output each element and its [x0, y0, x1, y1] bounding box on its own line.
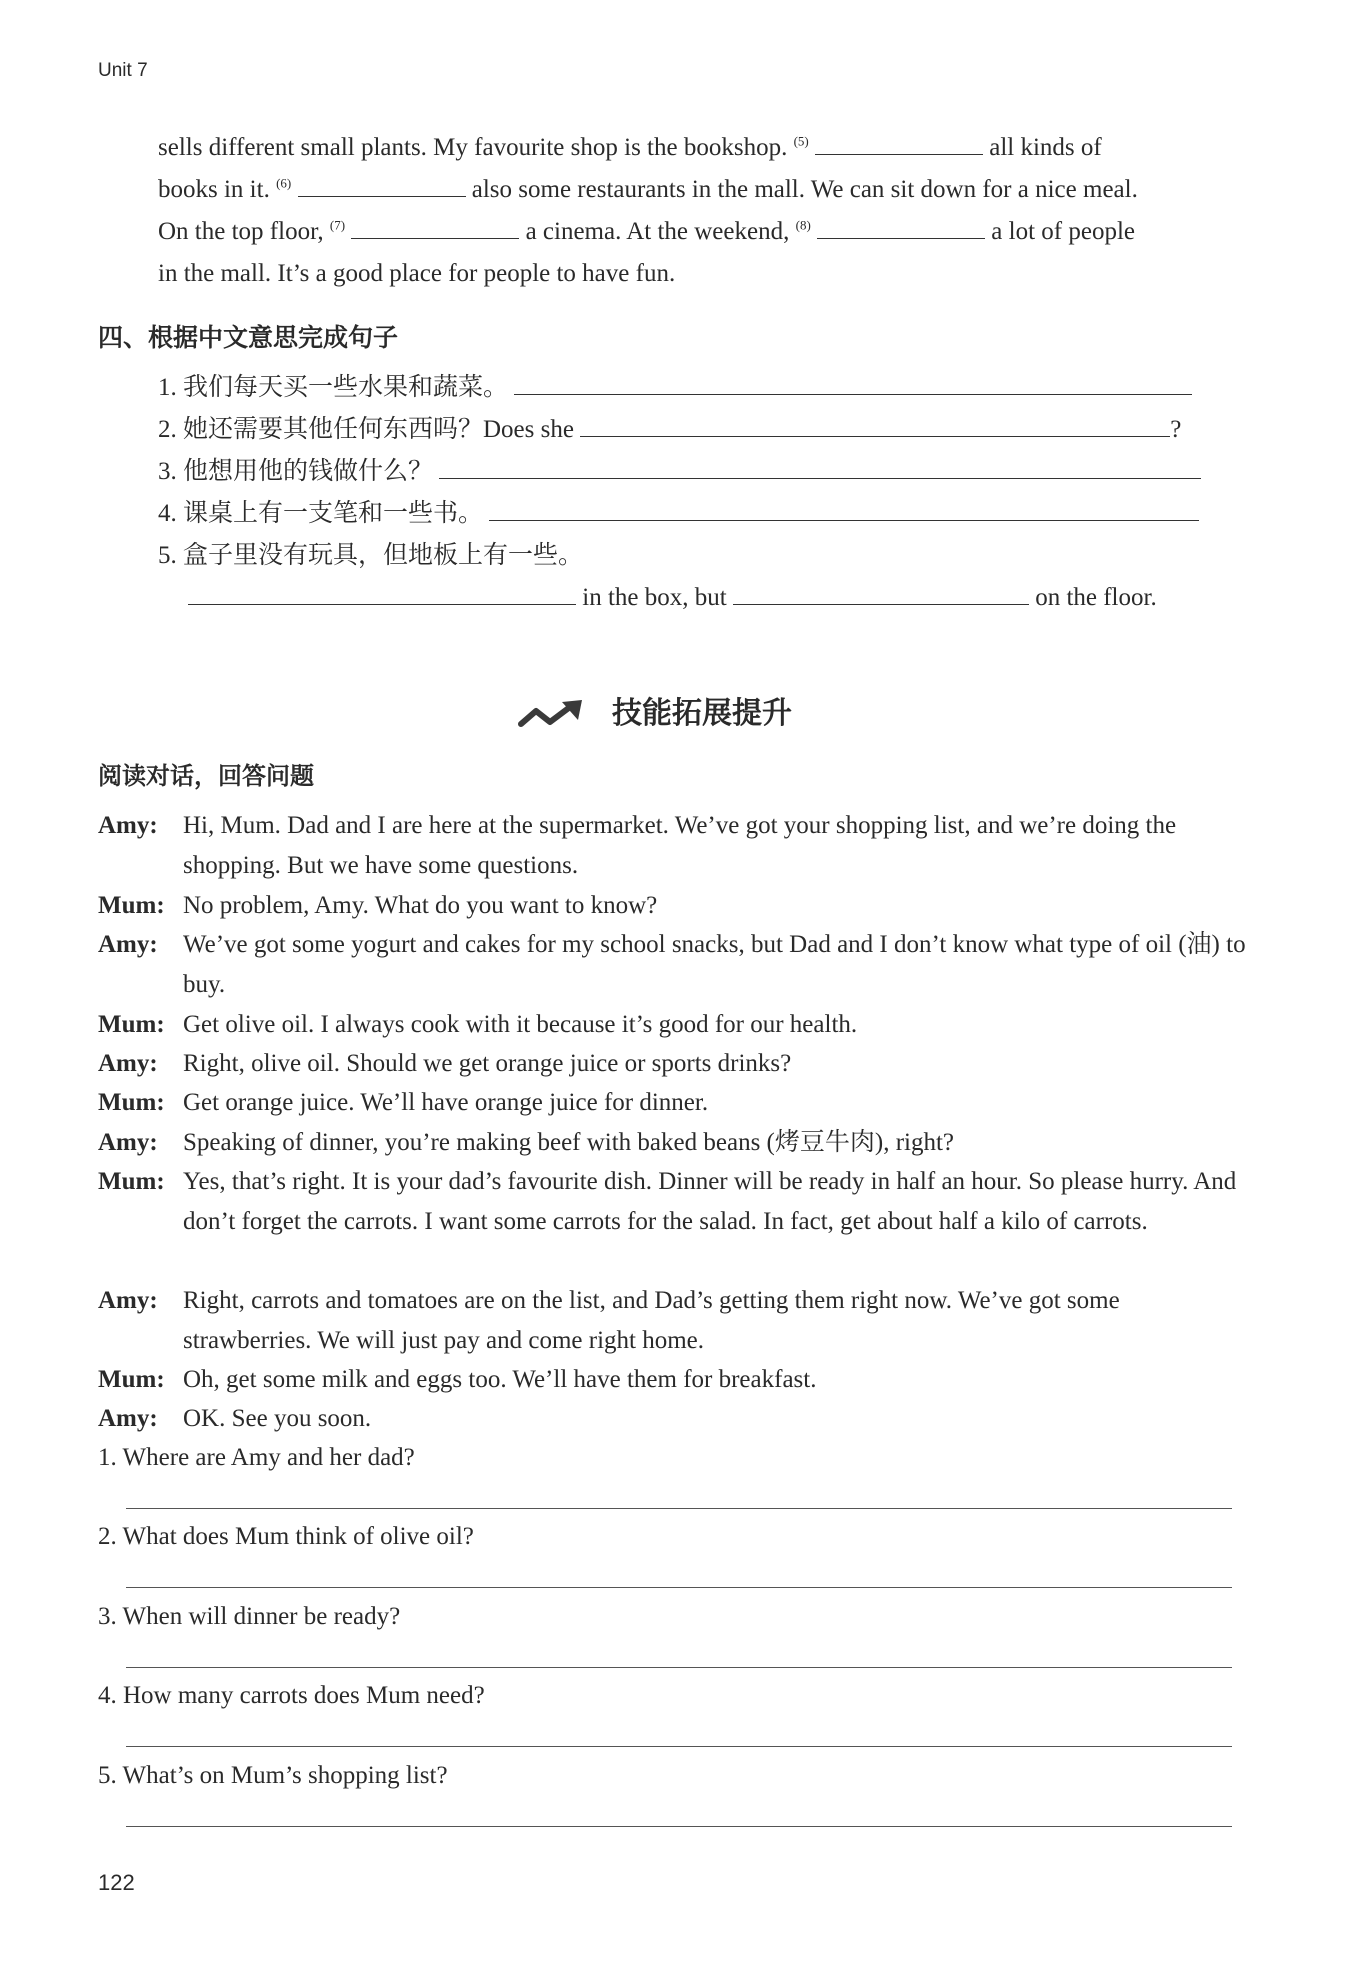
- unit-label: Unit 7: [98, 60, 148, 81]
- speaker-label: Amy:: [98, 1129, 158, 1156]
- sentence-item-4: [158, 498, 1199, 530]
- speech-text: OK. See you soon.: [183, 1405, 372, 1432]
- speech-text: Get orange juice. We’ll have orange juice for dinner.: [183, 1089, 709, 1116]
- speech-text: Oh, get some milk and eggs too. We’ll have them for breakfast.: [183, 1366, 817, 1393]
- answer-line-1[interactable]: [126, 1508, 1232, 1509]
- blank-number-7: (7): [329, 217, 346, 233]
- speaker-label: Amy:: [98, 1050, 158, 1077]
- sentence-prompt: 5. 盒子里没有玩具，但地板上有一些。: [158, 542, 584, 569]
- sentence-blank-5a[interactable]: [188, 582, 576, 605]
- passage-line-4: in the mall. It’s a good place for people to have fun.: [158, 260, 676, 287]
- speech-text: Right, olive oil. Should we get orange juice or sports drinks?: [183, 1050, 792, 1077]
- speaker-label: Amy:: [98, 1287, 158, 1314]
- sentence-item-3: [158, 456, 1201, 488]
- question-3: 3. When will dinner be ready?: [98, 1603, 401, 1630]
- sentence-blank-4[interactable]: [489, 498, 1199, 521]
- answer-line-5[interactable]: [126, 1826, 1232, 1827]
- sentence-item-1: [158, 372, 1192, 404]
- passage-blank-8[interactable]: [817, 216, 985, 239]
- speaker-label: Mum:: [98, 1089, 165, 1116]
- speaker-label: Amy:: [98, 812, 158, 839]
- sentence-blank-2[interactable]: [580, 414, 1170, 437]
- passage-line-3: [158, 216, 1135, 248]
- blank-number-6: (6): [276, 175, 292, 191]
- question-2: 2. What does Mum think of olive oil?: [98, 1523, 474, 1550]
- blank-number-8: (8): [795, 217, 811, 233]
- sentence-text: on the floor.: [1035, 584, 1157, 611]
- speaker-label: Mum:: [98, 1366, 165, 1393]
- blank-number-5: (5): [793, 133, 809, 149]
- speech-text: We’ve got some yogurt and cakes for my school snacks, but Dad and I don’t know what type of oil (油) to buy.: [183, 931, 1246, 998]
- question-mark: ?: [1170, 416, 1182, 443]
- answer-line-3[interactable]: [126, 1667, 1232, 1668]
- passage-text: books in it.: [158, 176, 270, 203]
- sentence-blank-1[interactable]: [514, 372, 1192, 395]
- passage-text: On the top floor,: [158, 218, 324, 245]
- passage-blank-5[interactable]: [815, 132, 983, 155]
- passage-text: all kinds of: [989, 134, 1102, 161]
- sentence-blank-5b[interactable]: [733, 582, 1029, 605]
- question-5: 5. What’s on Mum’s shopping list?: [98, 1762, 448, 1789]
- passage-line-1: [158, 132, 1102, 164]
- speech-text: Speaking of dinner, you’re making beef with baked beans (烤豆牛肉), right?: [183, 1129, 955, 1156]
- question-1: 1. Where are Amy and her dad?: [98, 1444, 415, 1471]
- question-4: 4. How many carrots does Mum need?: [98, 1682, 485, 1709]
- sentence-text: in the box, but: [582, 584, 727, 611]
- sentence-item-2: [158, 414, 1181, 446]
- speaker-label: Amy:: [98, 1405, 158, 1432]
- speaker-label: Amy:: [98, 931, 158, 958]
- speech-text: Right, carrots and tomatoes are on the list, and Dad’s getting them right now. We’ve got some strawberries. We will just pay and come right home.: [183, 1287, 1120, 1354]
- speaker-label: Mum:: [98, 1011, 165, 1038]
- sentence-blank-3[interactable]: [439, 456, 1201, 479]
- reading-instruction: 阅读对话，回答问题: [98, 763, 314, 790]
- passage-text: a lot of people: [991, 218, 1135, 245]
- passage-text: also some restaurants in the mall. We can sit down for a nice meal.: [471, 176, 1138, 203]
- skills-title: 技能拓展提升: [612, 697, 792, 730]
- speaker-label: Mum:: [98, 1168, 165, 1195]
- sentence-prompt: 3. 他想用他的钱做什么？: [158, 458, 434, 485]
- sentence-item-5: [158, 540, 583, 572]
- speaker-label: Mum:: [98, 892, 165, 919]
- section-4-title: 四、根据中文意思完成句子: [98, 324, 399, 352]
- speech-text: Hi, Mum. Dad and I are here at the supermarket. We’ve got your shopping list, and we’re doing the shopping. But we have some questions.: [183, 812, 1177, 879]
- passage-blank-6[interactable]: [298, 174, 466, 197]
- speech-text: Yes, that’s right. It is your dad’s favourite dish. Dinner will be ready in half an hour. So please hurry. And don’t forget the carrots. I want some carrots for the salad. In fact, get about half a kilo of carrots.: [183, 1168, 1237, 1235]
- page-number: 122: [98, 1870, 135, 1895]
- passage-text: sells different small plants. My favourite shop is the bookshop.: [158, 134, 788, 161]
- passage-text: a cinema. At the weekend,: [525, 218, 790, 245]
- sentence-prompt: 4. 课桌上有一支笔和一些书。: [158, 500, 484, 527]
- sentence-prompt: 2. 她还需要其他任何东西吗？Does she: [158, 416, 574, 443]
- passage-line-2: [158, 174, 1138, 206]
- passage-blank-7[interactable]: [351, 216, 519, 239]
- answer-line-2[interactable]: [126, 1587, 1232, 1588]
- trend-up-icon: [518, 698, 588, 732]
- speech-text: No problem, Amy. What do you want to know?: [183, 892, 658, 919]
- answer-line-4[interactable]: [126, 1746, 1232, 1747]
- speech-text: Get olive oil. I always cook with it because it’s good for our health.: [183, 1011, 858, 1038]
- sentence-item-5-answer: [188, 582, 1157, 614]
- sentence-prompt: 1. 我们每天买一些水果和蔬菜。: [158, 374, 509, 401]
